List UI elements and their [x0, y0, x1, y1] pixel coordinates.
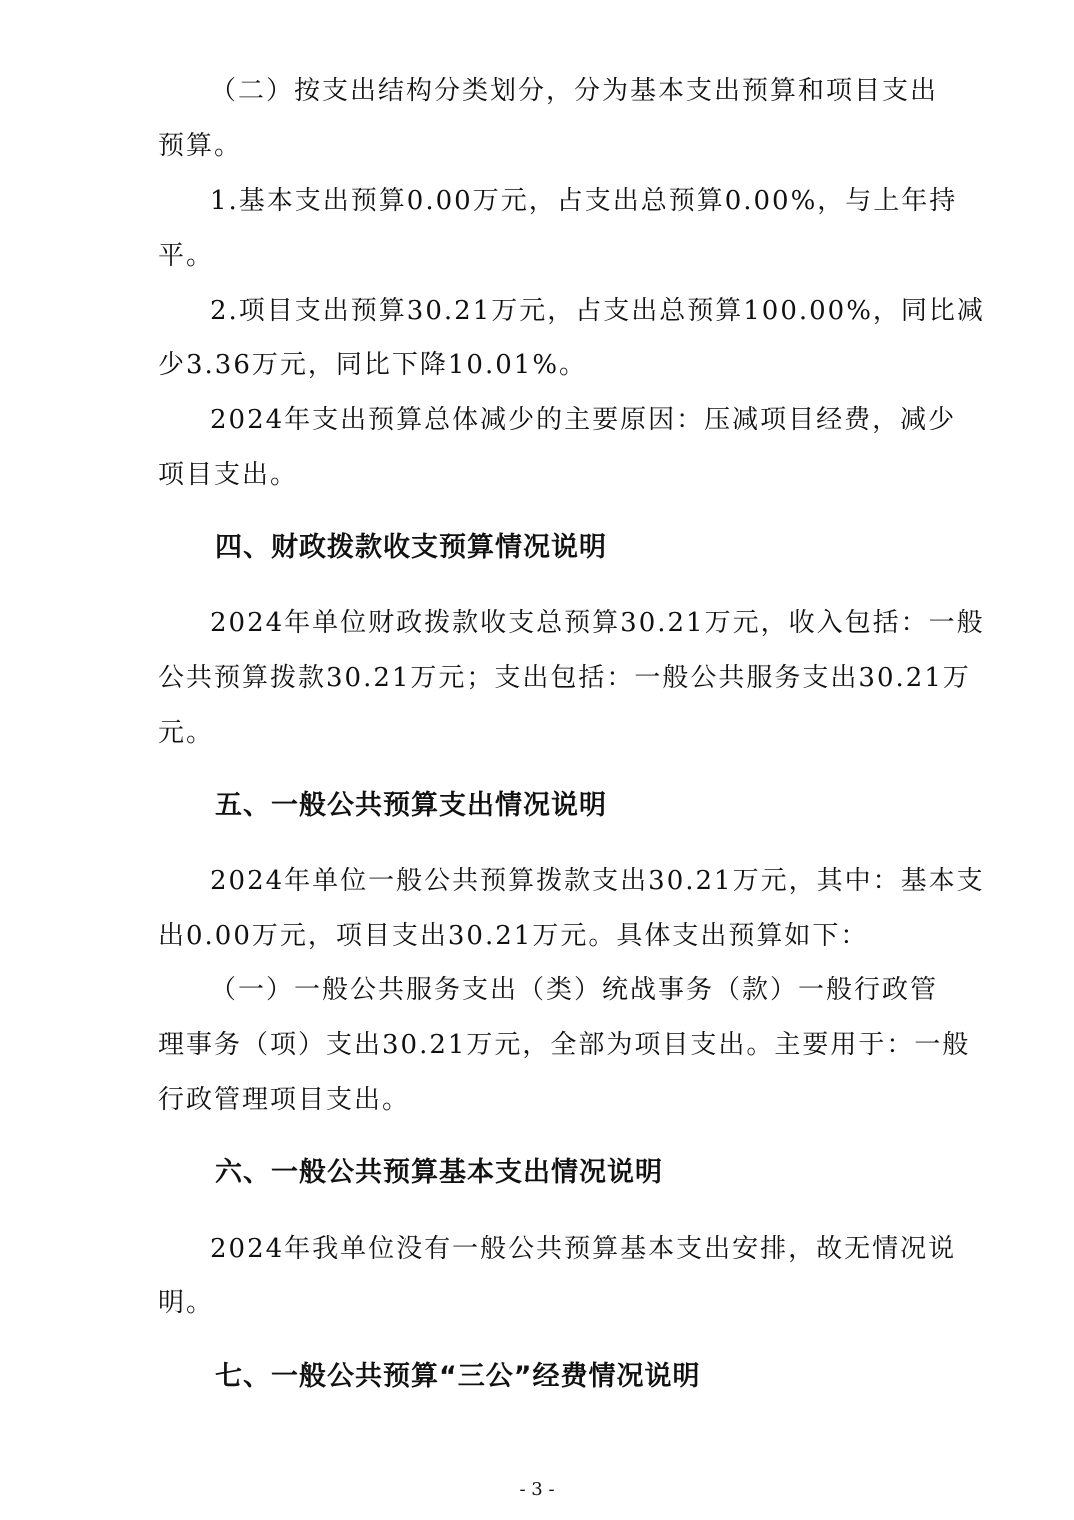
paragraph-line: 理事务（项）支出30.21万元，全部为项目支出。主要用于：一般 [158, 1030, 971, 1060]
paragraph-line: 元。 [158, 718, 215, 748]
paragraph-line: 少3.36万元，同比下降10.01%。 [158, 350, 588, 380]
paragraph-line: 明。 [158, 1288, 215, 1318]
paragraph-expenditure-structure: （二）按支出结构分类划分，分为基本支出预算和项目支出 [210, 76, 939, 106]
page-number: - 3 - [519, 1479, 555, 1500]
paragraph-general-budget-expenditure: 2024年单位一般公共预算拨款支出30.21万元，其中：基本支 [210, 866, 985, 896]
paragraph-basic-expenditure-none: 2024年我单位没有一般公共预算基本支出安排，故无情况说 [210, 1234, 957, 1264]
paragraph-line: 项目支出。 [158, 460, 299, 490]
paragraph-line: 平。 [158, 241, 215, 271]
section-heading-7: 七、一般公共预算“三公”经费情况说明 [215, 1361, 701, 1392]
paragraph-project-expenditure: 2.项目支出预算30.21万元，占支出总预算100.00%，同比减 [210, 296, 985, 326]
paragraph-line: 行政管理项目支出。 [158, 1085, 411, 1115]
section-heading-4: 四、财政拨款收支预算情况说明 [215, 532, 607, 563]
paragraph-basic-expenditure: 1.基本支出预算0.00万元，占支出总预算0.00%，与上年持 [210, 186, 958, 216]
paragraph-fiscal-appropriation: 2024年单位财政拨款收支总预算30.21万元，收入包括：一般 [210, 608, 985, 638]
paragraph-decrease-reason: 2024年支出预算总体减少的主要原因：压减项目经费，减少 [210, 405, 957, 435]
section-heading-5: 五、一般公共预算支出情况说明 [215, 790, 607, 821]
section-heading-6: 六、一般公共预算基本支出情况说明 [215, 1157, 663, 1188]
paragraph-line: 出0.00万元，项目支出30.21万元。具体支出预算如下： [158, 921, 869, 951]
paragraph-line: 公共预算拨款30.21万元；支出包括：一般公共服务支出30.21万 [158, 663, 971, 693]
paragraph-line: 预算。 [158, 131, 243, 161]
paragraph-public-service-expenditure: （一）一般公共服务支出（类）统战事务（款）一般行政管 [210, 975, 939, 1005]
